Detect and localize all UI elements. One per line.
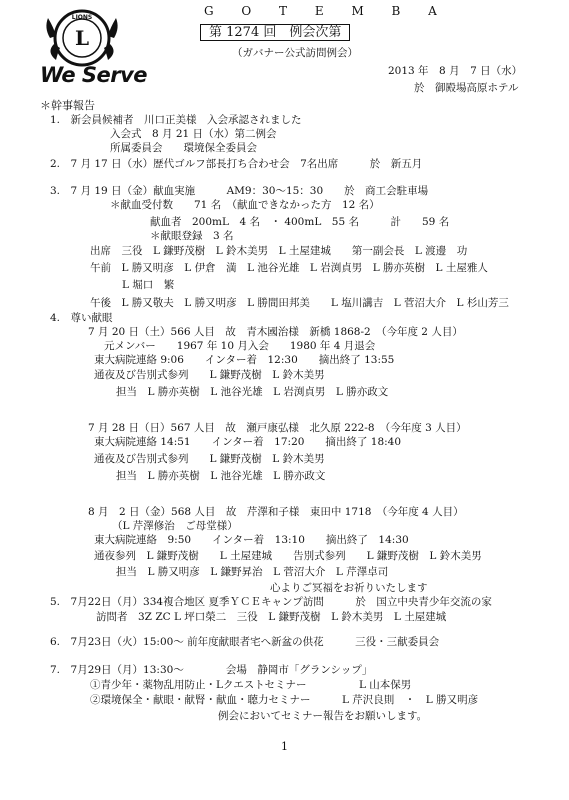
report-line: 5. 7月22日（月）334複合地区 夏季ＹＣＥキャンプ訪問 於 国立中央青少年交流の家 [50, 596, 492, 608]
report-line: ②環境保全・献眼・献腎・献血・聴力セミナー L 芹沢良則 ・ L 勝又明彦 [90, 694, 479, 706]
report-line: 東大病院連絡 9:50 インター着 13:10 摘出終了 14:30 [94, 534, 409, 546]
report-line: 8 月 2 日（金）568 人目 故 芹澤和子様 東田中 1718 （今年度 4 人目） [88, 506, 464, 518]
report-line: 東大病院連絡 9:06 インター着 12:30 摘出終了 13:55 [94, 354, 395, 366]
report-line: 担当 L 勝又明彦 L 鎌野昇治 L 菅沼大介 L 芹澤卓司 [116, 566, 389, 578]
report-line: 所属委員会 環境保全委員会 [110, 142, 257, 154]
report-line: 7 月 28 日（日）567 人目 故 瀬戸康弘様 北久原 222-8 （今年度 3 人目） [88, 422, 467, 434]
report-line: 1. 新会員候補者 川口正美様 入会承認されました [50, 114, 302, 126]
lions-emblem-icon [42, 8, 122, 68]
report-line: 元メンバー 1967 年 10 月入会 1980 年 4 月退会 [104, 340, 376, 352]
report-line: 2. 7 月 17 日（水）歴代ゴルフ部長打ち合わせ会 7名出席 於 新五月 [50, 158, 423, 170]
report-line: 通夜参列 L 鎌野茂樹 L 土屋建城 告別式参列 L 鎌野茂樹 L 鈴木美男 [94, 550, 482, 562]
report-line: 7. 7月29日（月）13:30～ 会場 静岡市「グランシップ」 [50, 664, 373, 676]
report-line: 7 月 20 日（土）566 人目 故 青木國治様 新橋 1868-2 （今年度 2 人目） [88, 326, 463, 338]
report-line: （L 芹澤修治 ご母堂様） [112, 520, 238, 532]
logo-letter: L [74, 26, 90, 50]
report-line: 訪問者 3Z ZC L 坪口榮二 三役 L 鎌野茂樹 L 鈴木美男 L 土屋建城 [96, 611, 447, 623]
report-line: 担当 L 勝亦英樹 L 池谷光雄 L 岩渕貞男 L 勝亦政文 [116, 386, 389, 398]
session-title: 第 1274 回 例会次第 [200, 24, 350, 41]
report-line: L 堀口 繁 [122, 279, 175, 291]
meeting-subtitle: （ガバナー公式訪問例会） [232, 47, 358, 59]
report-line: 献血者 200mL 4 名 ・ 400mL 55 名 計 59 名 [150, 216, 450, 228]
report-line: 例会においてセミナー報告をお願いします。 [218, 710, 428, 722]
club-name: G O T E M B A [204, 4, 449, 18]
section-heading: ＊幹事報告 [40, 99, 95, 112]
report-line: 通夜及び告別式参列 L 鎌野茂樹 L 鈴木美男 [94, 453, 325, 465]
report-line: ①青少年・薬物乱用防止・Lクエストセミナー L 山本保男 [90, 679, 412, 691]
meeting-date: 2013 年 8 月 7 日（水） [388, 65, 523, 77]
report-line: 午後 L 勝又敬夫 L 勝又明彦 L 勝間田邦美 L 塩川講吉 L 菅沼大介 L 杉山芳三 [90, 297, 509, 309]
report-line: 6. 7月23日（火）15:00～ 前年度献眼者宅へ新盆の供花 三役・三献委員会 [50, 636, 440, 648]
report-line: 東大病院連絡 14:51 インター着 17:20 摘出終了 18:40 [94, 436, 402, 448]
meeting-venue: 於 御殿場高原ホテル [414, 82, 519, 94]
brand-motto: We Serve [40, 63, 148, 87]
report-line: 午前 L 勝又明彦 L 伊倉 満 L 池谷光雄 L 岩渕貞男 L 勝亦英樹 L 土屋雅人 [90, 262, 488, 274]
report-line: 3. 7 月 19 日（金）献血実施 AM9：30～15：30 於 商工会駐車場 [50, 185, 429, 197]
report-line: ＊献血受付数 71 名 （献血できなかった方 12 名） [110, 199, 380, 211]
report-line: 通夜及び告別式参列 L 鎌野茂樹 L 鈴木美男 [94, 369, 325, 381]
report-line: 出席 三役 L 鎌野茂樹 L 鈴木美男 L 土屋建城 第一副会長 L 渡邊 功 [90, 245, 468, 257]
report-line: ＊献眼登録 3 名 [150, 230, 234, 242]
report-line: 心よりご冥福をお祈りいたします [270, 582, 428, 594]
logo-ring-text: LIONS [71, 14, 93, 21]
page-number: 1 [281, 740, 288, 753]
report-line: 4. 尊い献眼 [50, 312, 113, 324]
report-line: 担当 L 勝亦英樹 L 池谷光雄 L 勝亦政文 [116, 470, 326, 482]
report-line: 入会式 8 月 21 日（水）第二例会 [110, 128, 277, 140]
